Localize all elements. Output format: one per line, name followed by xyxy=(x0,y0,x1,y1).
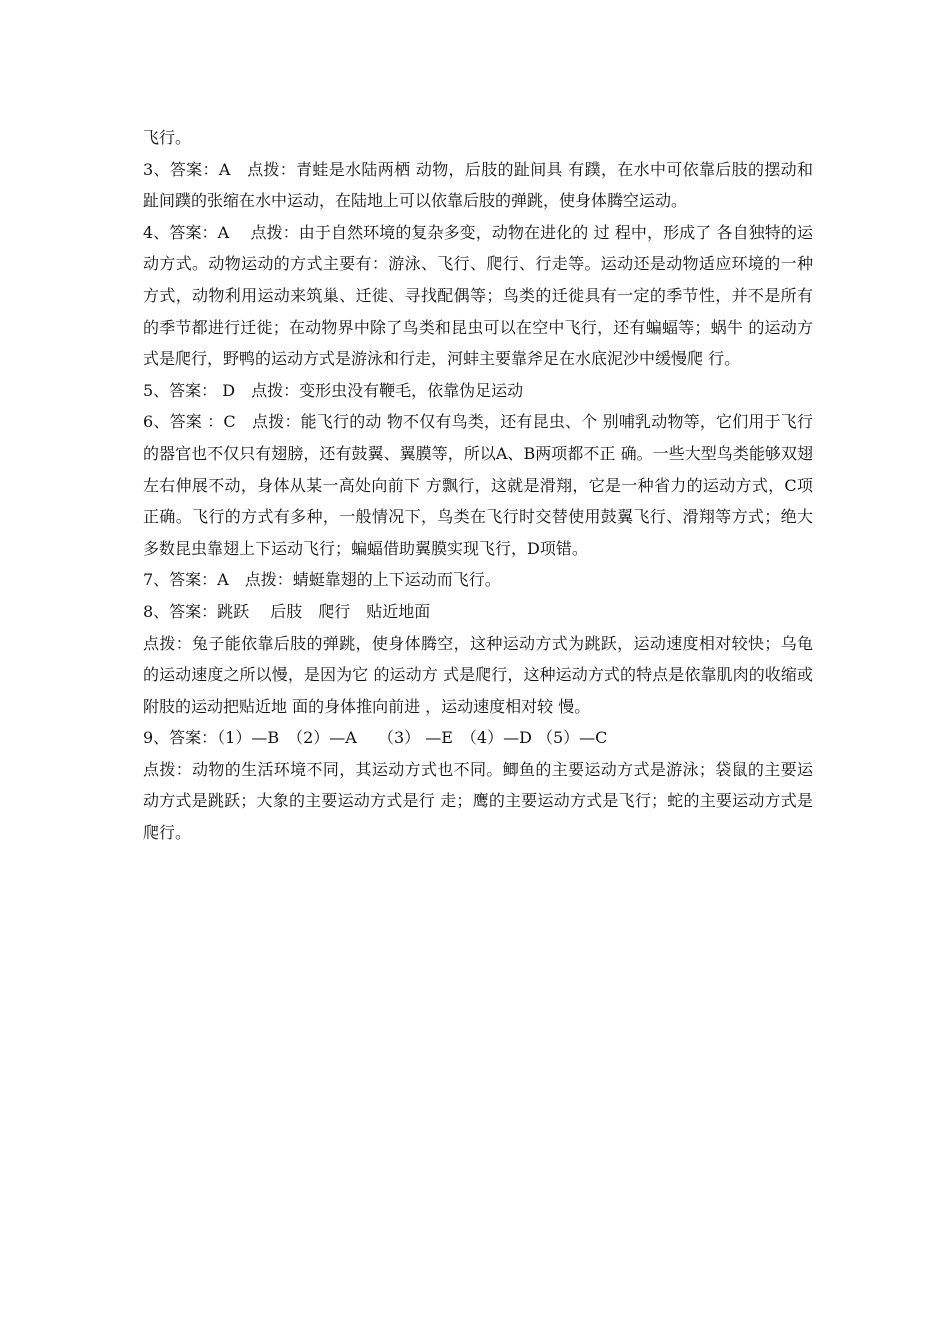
answer-4: 4、答案：A 点拨：由于自然环境的复杂多变，动物在进化的 过 程中，形成了 各自独特的运动方式。动物运动的方式主要有：游泳、飞行、爬行、行走等。运动还是动物适应环境的一种方式，动物利用运动来筑巢、迁徙、寻找配偶等；鸟类的迁徙具有一定的季节性，并不是所有的季节都进行迁徙；在动物界中除了鸟类和昆虫可以在空中飞行，还有蝙蝠等；蜗牛 的运动方式是爬行，野鸭的运动方式是游泳和行走，河蚌主要靠斧足在水底泥沙中缓慢爬 行。 xyxy=(143,222,813,369)
answer-7: 7、答案：A 点拨：蜻蜓靠翅的上下运动而飞行。 xyxy=(143,570,501,590)
answer-3: 3、答案：A 点拨：青蛙是水陆两栖 动物，后肢的趾间具 有蹼，在水中可依靠后肢的摆动和趾间蹼的张缩在水中运动，在陆地上可以依靠后肢的弹跳，使身体腾空运动。 xyxy=(143,159,813,211)
answer-5: 5、答案： D 点拨：变形虫没有鞭毛，依靠伪足运动 xyxy=(143,380,524,400)
answer-8-explanation: 点拨：兔子能依靠后肢的弹跳，使身体腾空，这种运动方式为跳跃，运动速度相对较快；乌龟的运动速度之所以慢，是因为它 的运动方 式是爬行，这种运动方式的特点是依靠肌肉的收缩或附肢的运动把贴近地 面的身体推向前进 ，运动速度相对较 慢。 xyxy=(143,633,813,716)
answer-8: 8、答案：跳跃 后肢 爬行 贴近地面 xyxy=(143,601,431,621)
paragraph-continuation: 飞行。 xyxy=(143,128,192,147)
answer-9: 9、答案：（1）—B （2）—A （3） —E （4）—D （5）—C xyxy=(143,728,608,748)
answer-9-explanation: 点拨：动物的生活环境不同，其运动方式也不同。鲫鱼的主要运动方式是游泳；袋鼠的主要运动方式是跳跃；大象的主要运动方式是行 走；鹰的主要运动方式是飞行；蛇的主要运动方式是爬行。 xyxy=(143,759,813,843)
document-page xyxy=(143,122,813,849)
answer-6: 6、答案 ：C 点拨：能飞行的动 物不仅有鸟类，还有昆虫、个 别哺乳动物等，它们用于飞行的器官也不仅只有翅膀，还有鼓翼、翼膜等，所以A、B两项都不正 确。一些大型鸟类能够双翅左右伸展不动，身体从某一高处向前下 方飘行，这就是滑翔，它是一种省力的运动方式，C项正确。飞行的方式有多种，一般情况下，鸟类在飞行时交替使用鼓翼飞行、滑翔等方式；绝大多数昆虫靠翅上下运动飞行；蝙蝠借助翼膜实现飞行，D项错。 xyxy=(143,412,813,558)
